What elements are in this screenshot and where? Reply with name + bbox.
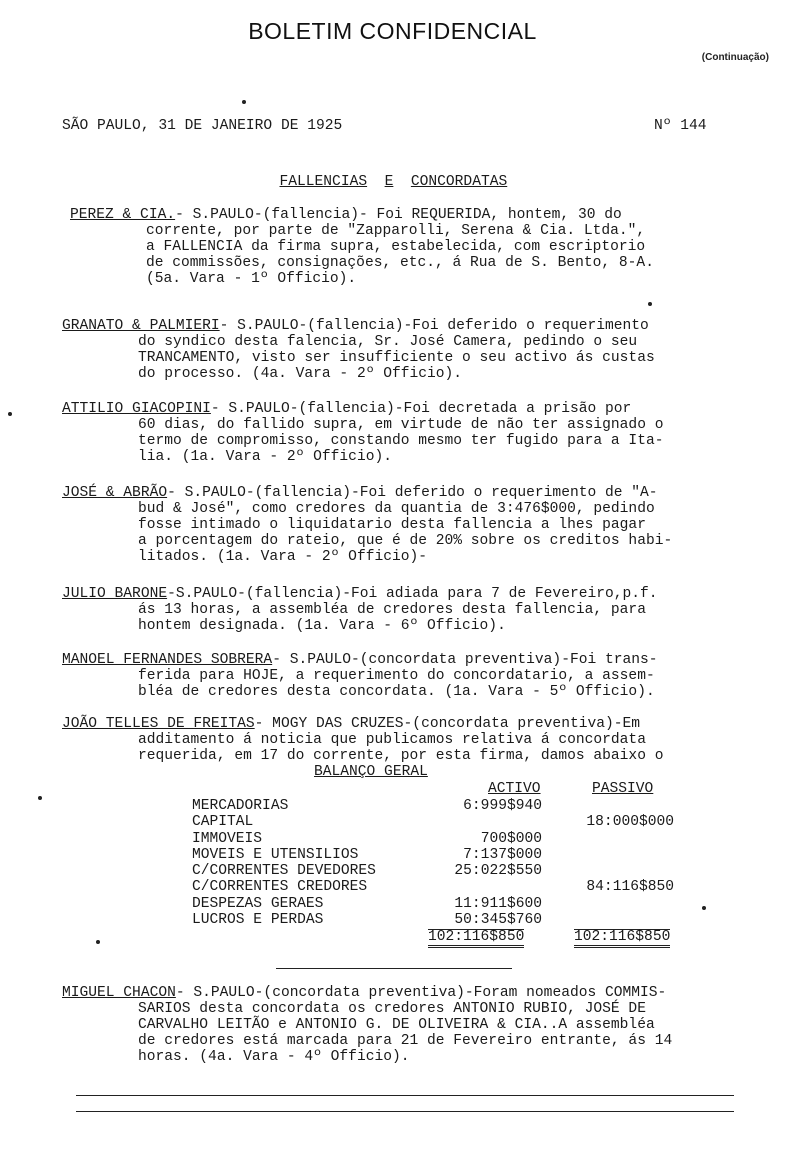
row-label: MERCADORIAS xyxy=(192,798,289,814)
entry-line: a porcentagem do rateio, que é de 20% sobre os creditos habi- xyxy=(138,533,673,549)
entry-name: GRANATO & PALMIERI xyxy=(62,318,220,334)
entry-line: do processo. (4a. Vara - 2º Officio). xyxy=(138,366,463,382)
entry-manoel xyxy=(62,652,762,700)
col-passivo-header: PASSIVO xyxy=(592,781,654,797)
entry-first-line: -S.PAULO-(fallencia)-Foi adiada para 7 de Fevereiro,p.f. xyxy=(167,586,658,602)
entry-line: bléa de credores desta concordata. (1a. Vara - 5º Officio). xyxy=(138,684,655,700)
entry-line: (5a. Vara - 1º Officio). xyxy=(146,271,357,287)
entry-miguel-chacon xyxy=(62,985,762,1065)
bulletin-title: BOLETIM CONFIDENCIAL xyxy=(248,18,537,44)
row-activo: 50:345$760 xyxy=(454,912,542,929)
section-word-concordatas: CONCORDATAS xyxy=(410,174,508,190)
entry-line: do syndico desta falencia, Sr. José Camera, pedindo o seu xyxy=(138,334,638,350)
entry-line: corrente, por parte de "Zapparolli, Serena & Cia. Ltda.", xyxy=(146,223,646,239)
scan-speck xyxy=(648,302,652,306)
entry-perez xyxy=(70,207,770,287)
entry-line: CARVALHO LEITÃO e ANTONIO G. DE OLIVEIRA & CIA..A assembléa xyxy=(138,1017,655,1033)
entry-joao-telles xyxy=(62,716,762,764)
row-label: LUCROS E PERDAS xyxy=(192,912,324,929)
row-activo: 6:999$940 xyxy=(463,798,542,814)
entry-line: hontem designada. (1a. Vara - 6º Officio). xyxy=(138,618,506,634)
scan-speck xyxy=(38,796,42,800)
row-label: C/CORRENTES CREDORES xyxy=(192,879,368,896)
entry-line: SARIOS desta concordata os credores ANTONIO RUBIO, JOSÉ DE xyxy=(138,1001,646,1017)
entry-first-line: - S.PAULO-(fallencia)-Foi decretada a prisão por xyxy=(210,401,632,417)
entry-line: de commissões, consignações, etc., á Rua de S. Bento, 8-A. xyxy=(146,255,654,271)
row-activo: 700$000 xyxy=(480,830,542,847)
separator-rule xyxy=(276,968,512,969)
balance-row xyxy=(192,831,712,847)
continuation-label: (Continuação) xyxy=(701,52,769,63)
balance-row xyxy=(192,912,712,928)
entry-julio-barone xyxy=(62,586,762,634)
scan-speck xyxy=(242,100,246,104)
balance-row xyxy=(192,814,712,830)
entry-line: requerida, em 17 do corrente, por esta firma, damos abaixo o xyxy=(138,748,664,764)
entry-line: TRANCAMENTO, visto ser insufficiente o seu activo ás custas xyxy=(138,350,655,366)
entry-line: 60 dias, do fallido supra, em virtude de não ter assignado o xyxy=(138,417,664,433)
row-label: C/CORRENTES DEVEDORES xyxy=(192,863,376,880)
row-label: CAPITAL xyxy=(192,814,254,831)
entry-jose-abrao xyxy=(62,485,762,565)
row-label: MOVEIS E UTENSILIOS xyxy=(192,846,359,863)
row-activo: 25:022$550 xyxy=(454,863,542,880)
entry-name: JOÃO TELLES DE FREITAS xyxy=(62,716,255,732)
dateline: SÃO PAULO, 31 DE JANEIRO DE 1925 xyxy=(62,118,343,134)
balance-row xyxy=(192,879,712,895)
entry-name: JOSÉ & ABRÃO xyxy=(62,485,168,501)
balance-row xyxy=(192,798,712,814)
entry-line: fosse intimado o liquidatario desta fallencia a lhes pagar xyxy=(138,517,646,533)
section-word-e: E xyxy=(384,174,394,190)
entry-name: MIGUEL CHACON xyxy=(62,985,176,1001)
entry-attilio xyxy=(62,401,762,465)
total-activo: 102:116$850 xyxy=(428,929,524,948)
bottom-rule-1 xyxy=(76,1095,734,1096)
row-label: IMMOVEIS xyxy=(192,830,263,847)
row-activo: 7:137$000 xyxy=(463,846,542,863)
section-word-fallencias: FALLENCIAS xyxy=(279,174,368,190)
scan-speck xyxy=(702,906,706,910)
bottom-rule-2 xyxy=(76,1111,734,1112)
entry-line: de credores está marcada para 21 de Fevereiro entrante, ás 14 xyxy=(138,1033,673,1049)
total-passivo: 102:116$850 xyxy=(574,929,670,948)
entry-line: lia. (1a. Vara - 2º Officio). xyxy=(138,449,392,465)
balance-row xyxy=(192,863,712,879)
scan-speck xyxy=(8,412,12,416)
row-activo: 11:911$600 xyxy=(454,895,542,912)
entry-first-line: - S.PAULO-(fallencia)-Foi deferido o requerimento de "A- xyxy=(167,485,658,501)
entry-name: MANOEL FERNANDES SOBRERA xyxy=(62,652,273,668)
scan-speck xyxy=(96,940,100,944)
col-activo-header: ACTIVO xyxy=(488,781,541,797)
row-passivo: 18:000$000 xyxy=(586,814,674,831)
entry-line: a FALLENCIA da firma supra, estabelecida, com escriptorio xyxy=(146,239,646,255)
entry-name: PEREZ & CIA. xyxy=(70,207,176,223)
entry-first-line: - S.PAULO-(fallencia)- Foi REQUERIDA, hontem, 30 do xyxy=(175,207,622,223)
entry-name: ATTILIO GIACOPINI xyxy=(62,401,211,417)
balance-table xyxy=(192,798,712,928)
entry-line: bud & José", como credores da quantia de 3:476$000, pedindo xyxy=(138,501,655,517)
entry-granato xyxy=(62,318,762,382)
entry-first-line: - S.PAULO-(concordata preventiva)-Foi trans- xyxy=(272,652,658,668)
row-label: DESPEZAS GERAES xyxy=(192,895,324,912)
entry-first-line: - MOGY DAS CRUZES-(concordata preventiva)-Em xyxy=(254,716,641,732)
section-heading xyxy=(262,158,507,190)
entry-line: termo de compromisso, constando mesmo ter fugido para a Ita- xyxy=(138,433,664,449)
bulletin-number: Nº 144 xyxy=(654,118,707,134)
balance-row xyxy=(192,847,712,863)
entry-line: ferida para HOJE, a requerimento do concordatario, a assem- xyxy=(138,668,655,684)
entry-name: JULIO BARONE xyxy=(62,586,168,602)
entry-line: horas. (4a. Vara - 4º Officio). xyxy=(138,1049,410,1065)
balance-row xyxy=(192,896,712,912)
row-passivo: 84:116$850 xyxy=(586,879,674,896)
entry-first-line: - S.PAULO-(fallencia)-Foi deferido o requerimento xyxy=(219,318,649,334)
balance-title: BALANÇO GERAL xyxy=(314,764,428,780)
entry-line: ás 13 horas, a assembléa de credores desta fallencia, para xyxy=(138,602,646,618)
entry-line: additamento á noticia que publicamos relativa á concordata xyxy=(138,732,646,748)
entry-first-line: - S.PAULO-(concordata preventiva)-Foram nomeados COMMIS- xyxy=(175,985,667,1001)
entry-line: litados. (1a. Vara - 2º Officio)- xyxy=(138,549,428,565)
